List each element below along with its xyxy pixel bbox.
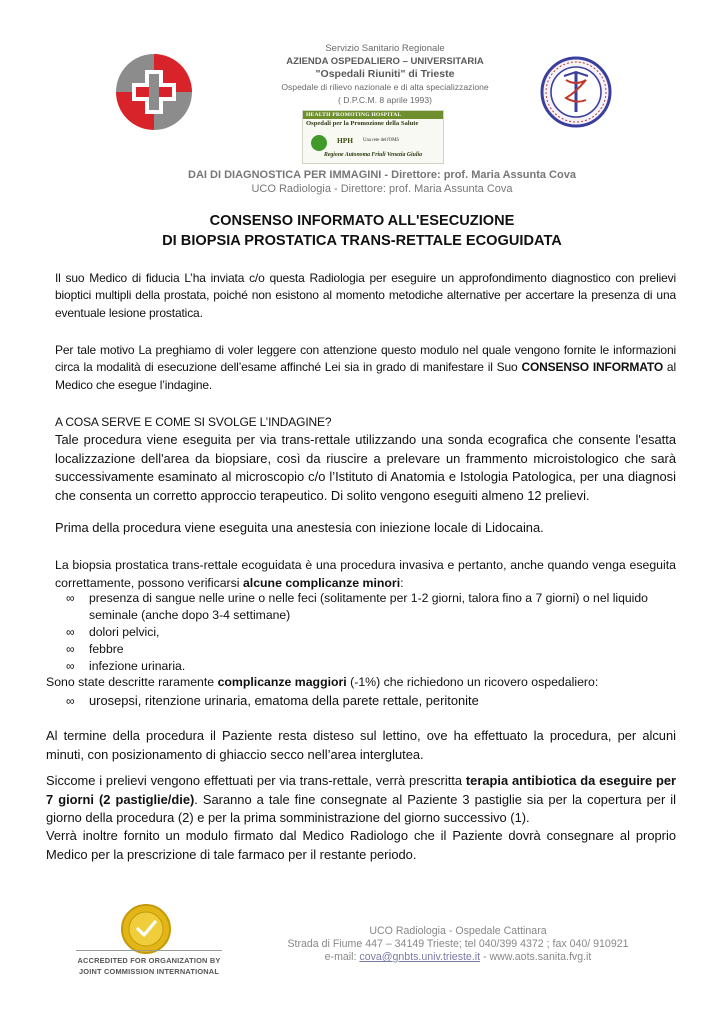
jci-divider (76, 950, 222, 951)
p5-text-a: La biopsia prostatica trans-rettale ecoguidata è una procedura invasiva e pertanto, anche quando venga eseguita correttamente, possono verificarsi (55, 558, 676, 590)
p6-major-label: complicanze maggiori (217, 675, 347, 689)
p5-minor-label: alcune complicanze minori (242, 575, 401, 590)
hph-banner: HEALTH PROMOTING HOSPITAL (303, 111, 443, 119)
paragraph-procedure: Tale procedura viene eseguita per via trans-rettale utilizzando una sonda ecografica che consente l'esatta localizzazione dell'area da biopsiare, così da riuscire a prelevare un frammento microistologico che sarà successivamente esaminato al microscopio c/o l’Istituto di Anatomia e Istologia Patologica, per una diagnosi che consenta un corretto approccio terapeutico. Di solito vengono eseguiti almeno 12 prelievi. (55, 432, 676, 503)
minor-complications-list (66, 590, 678, 675)
dai-director-line: DAI DI DIAGNOSTICA PER IMMAGINI - Direttore: prof. Maria Assunta Cova (188, 169, 576, 181)
footer-address: Strada di Fiume 447 – 34149 Trieste; tel 040/399 4372 ; fax 040/ 910921 (287, 938, 629, 950)
website-text: - www.aots.sanita.fvg.it (480, 951, 592, 963)
list-item: ∞ presenza di sangue nelle urine o nelle feci (solitamente per 1-2 giorni, talora fino a 7 giorni) o nel liquido seminale (anche dopo 3-4 settimane) (66, 591, 648, 622)
uco-director-line: UCO Radiologia - Direttore: prof. Maria Assunta Cova (251, 183, 513, 195)
list-item: ∞ dolori pelvici, (66, 625, 160, 639)
p6-text-c: (-1%) che richiedono un ricovero ospedaliero: (346, 675, 599, 689)
list-item: ∞ infezione urinaria. (66, 659, 186, 673)
p8-therapy: terapia antibiotica da eseguire per 7 giorni (2 pastiglie/die) (46, 773, 676, 807)
page-footer (262, 925, 654, 964)
p6-text-a: Sono state descritte raramente (46, 675, 218, 689)
hph-network: Una rete dell'OMS (363, 138, 400, 143)
header-line-ssr: Servizio Sanitario Regionale (325, 43, 445, 54)
jci-accreditation (70, 955, 228, 977)
hph-dot-icon (311, 135, 327, 151)
major-complications-list (66, 692, 678, 710)
university-seal-icon (540, 56, 612, 128)
paragraph-antibiotic (46, 772, 676, 828)
footer-department: UCO Radiologia - Ospedale Cattinara (369, 925, 547, 937)
section-question: A COSA SERVE E COME SI SVOLGE L’INDAGINE? (55, 415, 332, 429)
document-title (60, 211, 664, 251)
paragraph-intro: Il suo Medico di fiducia L’ha inviata c/o questa Radiologia per eseguire un approfondimento diagnostico con prelievi bioptici multipli della prostata, poiché non esistono al momento metodiche alternative per accertare la presenza di una eventuale lesione prostatica. (55, 271, 676, 320)
jci-line-2: JOINT COMMISSION INTERNATIONAL (78, 967, 220, 976)
header-institution (272, 42, 498, 107)
paragraph-major-complications (46, 674, 676, 692)
infinity-bullet-icon: ∞ (66, 591, 75, 605)
email-link[interactable]: cova@gnbts.univ.trieste.it (359, 951, 481, 963)
paragraph-anesthesia: Prima della procedura viene eseguita una anestesia con iniezione locale di Lidocaina. (55, 520, 544, 535)
hph-code: HPH (337, 136, 354, 145)
title-line-1: CONSENSO INFORMATO ALL'ESECUZIONE (209, 213, 515, 229)
infinity-bullet-icon: ∞ (66, 659, 75, 673)
jci-line-1: ACCREDITED FOR ORGANIZATION BY (77, 956, 221, 965)
p8-text-a: Siccome i prelievi vengono effettuati per via trans-rettale, verrà prescritta (46, 773, 466, 788)
paragraph-complications (55, 557, 676, 592)
email-label: e-mail: (324, 951, 360, 963)
infinity-bullet-icon: ∞ (66, 694, 75, 708)
jci-seal-icon (120, 903, 172, 955)
p5-text-c: : (400, 575, 404, 590)
paragraph-after-procedure: Al termine della procedura il Paziente resta disteso sul lettino, ove ha effettuato la procedura, per alcuni minuti, con posizionamento di ghiaccio secco nell’area interglutea. (46, 728, 676, 762)
header-line-rilievo: Ospedale di rilievo nazionale e di alta specializzazione (281, 82, 489, 92)
hph-badge (302, 110, 444, 164)
hph-region: Regione Autonoma Friuli Venezia Giulia (323, 152, 423, 158)
title-line-2: DI BIOPSIA PROSTATICA TRANS-RETTALE ECOGUIDATA (162, 233, 562, 249)
infinity-bullet-icon: ∞ (66, 625, 75, 639)
paragraph-purpose (55, 342, 676, 394)
header-line-azienda: AZIENDA OSPEDALIERO – UNIVERSITARIA (286, 56, 484, 67)
paragraph-prescription-form: Verrà inoltre fornito un modulo firmato dal Medico Radiologo che il Paziente dovrà consegnare al proprio Medico per la prescrizione di tale farmaco per il restante periodo. (46, 828, 676, 862)
department-header (172, 168, 592, 196)
p2-consenso: CONSENSO INFORMATO (521, 360, 664, 375)
header-line-ospedali: "Ospedali Riuniti" di Trieste (315, 68, 455, 80)
hph-subtitle: Ospedali per la Promozione della Salute (306, 120, 419, 127)
p2-text-c: al Medico che esegue l’indagine. (55, 360, 676, 392)
list-item: ∞ urosepsi, ritenzione urinaria, ematoma della parete rettale, peritonite (66, 693, 479, 708)
footer-contact (262, 951, 654, 964)
p8-text-c: . Saranno a tale fine consegnate al Paziente 3 pastiglie sia per la copertura per il giorno della procedura (2) e per la prima somministrazione del giorno successivo (1). (46, 791, 676, 825)
infinity-bullet-icon: ∞ (66, 642, 75, 656)
hospital-logo-icon (112, 50, 196, 134)
list-item: ∞ febbre (66, 642, 124, 656)
p2-text-a: Per tale motivo La preghiamo di voler leggere con attenzione questo modulo nel quale vengono fornite le informazioni circa la modalità di esecuzione dell’esame affinché Lei sia in grado di manifestare il Suo (55, 343, 676, 375)
header-line-dpcm: ( D.P.C.M. 8 aprile 1993) (338, 95, 432, 105)
